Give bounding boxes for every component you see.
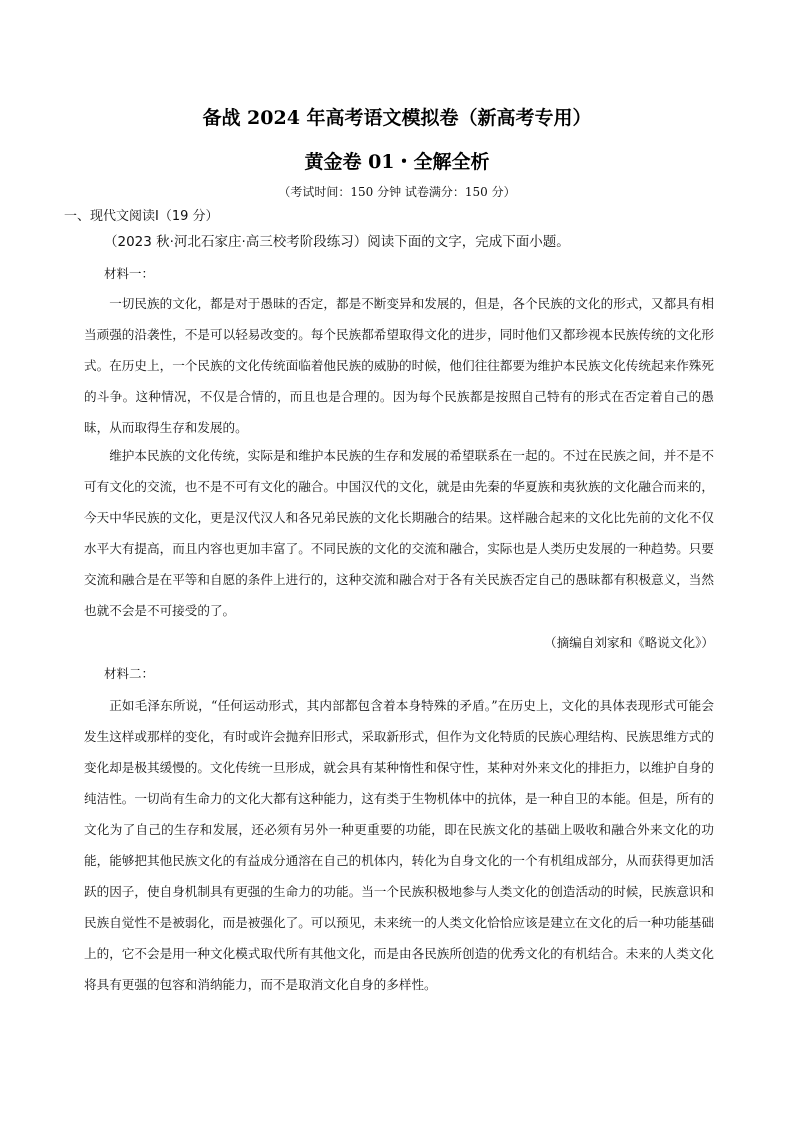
exam-subtitle: 黄金卷 01・全解全析 xyxy=(304,151,490,173)
material-1-paragraph-2: 维护本民族的文化传统，实际是和维护本民族的生存和发展的希望联系在一起的。不过在民族之间，并不是不可有文化的交流，也不是不可有文化的融合。中国汉代的文化，就是由先秦的华夏族和夷狄族的文化融合而来的，今天中华民族的文化，更是汉代汉人和各兄弟民族的文化长期融合的结果。这样融合起来的文化比先前的文化不仅水平大有提高，而且内容也更加丰富了。不同民族的文化的交流和融合，实际也是人类历史发展的一种趋势。只要交流和融合是在平等和自愿的条件上进行的，这种交流和融合对于各有关民族否定自己的愚昧都有积极意义，当然也就不会是不可接受的了。 xyxy=(84,448,714,618)
material-2-label: 材料二： xyxy=(104,666,155,681)
source-note: （2023 秋·河北石家庄·高三校考阶段练习）阅读下面的文字，完成下面小题。 xyxy=(104,234,570,250)
material-2-paragraph-1: 正如毛泽东所说，“任何运动形式，其内部都包含着本身特殊的矛盾。”在历史上，文化的具体表现形式可能会发生这样或那样的变化，有时或许会抛弃旧形式，采取新形式，但作为文化特质的民族心理结构、民族思维方式的变化却是极其缓慢的。文化传统一旦形成，就会具有某种惰性和保守性，某种对外来文化的排拒力，以维护自身的纯洁性。一切尚有生命力的文化大都有这种能力，这有类于生物机体中的抗体，是一种自卫的本能。但是，所有的文化为了自己的生存和发展，还必须有另外一种更重要的功能，即在民族文化的基础上吸收和融合外来文化的功能，能够把其他民族文化的有益成分通溶在自己的机体内，转化为自身文化的一个有机组成部分，从而获得更加活跃的因子，使自身机制具有更强的生命力的功能。当一个民族积极地参与人类文化的创造活动的时候，民族意识和民族自觉性不是被弱化，而是被强化了。可以预见，未来统一的人类文化恰恰应该是建立在文化的后一种功能基础上的，它不会是用一种文化模式取代所有其他文化，而是由各民族所创造的优秀文化的有机结合。未来的人类文化将具有更强的包容和消纳能力，而不是取消文化自身的多样性。 xyxy=(84,698,714,992)
material-1-citation: （摘编自刘家和《略说文化》） xyxy=(543,635,714,650)
section-heading: 一、现代文阅读Ⅰ（19 分） xyxy=(64,209,219,224)
exam-title: 备战 2024 年高考语文模拟卷（新高考专用） xyxy=(202,107,592,129)
material-1-label: 材料一： xyxy=(104,266,155,281)
material-1-paragraph-1: 一切民族的文化，都是对于愚昧的否定，都是不断变异和发展的，但是，各个民族的文化的形式，又都具有相当顽强的沿袭性，不是可以轻易改变的。每个民族都希望取得文化的进步，同时他们又都珍视本民族传统的文化形式。在历史上，一个民族的文化传统面临着他民族的威胁的时候，他们往往都要为维护本民族文化传统起来作殊死的斗争。这种情况，不仅是合情的，而且也是合理的。因为每个民族都是按照自己特有的形式在否定着自己的愚昧，从而取得生存和发展的。 xyxy=(84,296,714,435)
exam-info: （考试时间：150 分钟 试卷满分：150 分） xyxy=(278,185,516,199)
